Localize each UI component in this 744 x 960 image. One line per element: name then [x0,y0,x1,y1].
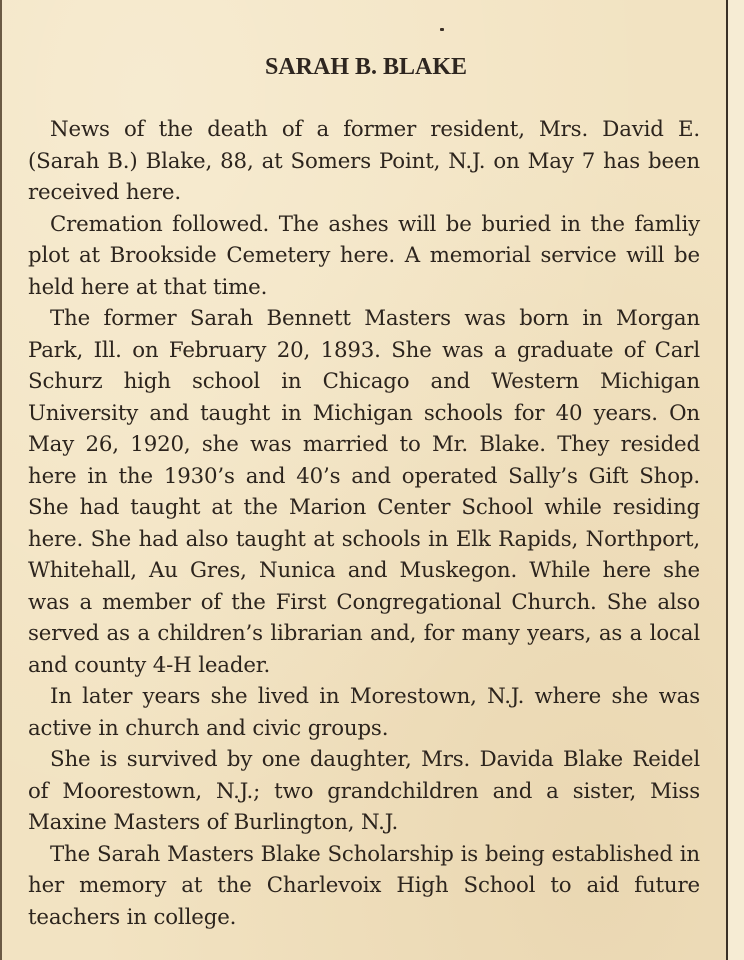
paragraph-biography: The former Sarah Bennett Masters was born in Morgan Park, Ill. on February 20, 1893. She was a graduate of Carl Schurz high school in Chicago and Western Michigan University and taught in Michigan schools for 40 years. On May 26, 1920, she was married to Mr. Blake. They resided here in the 1930’s and 40’s and operated Sally’s Gift Shop. She had taught at the Marion Center School while residing here. She had also taught at schools in Elk Rapids, Northport, Whitehall, Au Gres, Nunica and Muskegon. While here she was a member of the First Congregational Church. She also served as a children’s librarian and, for many years, as a local and county 4-H leader. [28,306,700,678]
paragraph-scholarship: The Sarah Masters Blake Scholarship is being established in her memory at the Charlevoix High School to aid future teachers in college. [28,841,700,930]
page-margin [728,0,744,960]
obituary-body [28,114,700,933]
paragraph-survivors: She is survived by one daughter, Mrs. Davida Blake Reidel of Moorestown, N.J.; two grandchildren and a sister, Miss Maxine Masters of Burlington, N.J. [28,747,700,835]
paragraph-later-years: In later years she lived in Morestown, N.J. where she was active in church and civic groups. [28,684,700,741]
paragraph-death-notice: News of the death of a former resident, Mrs. David E. (Sarah B.) Blake, 88, at Somers Point, N.J. on May 7 has been received here. [28,117,700,205]
ink-speck [440,28,444,31]
obituary-headline: SARAH B. BLAKE [264,54,468,80]
paragraph-cremation: Cremation followed. The ashes will be buried in the famliy plot at Brookside Cemetery here. A memorial service will be held here at that time. [28,211,700,300]
